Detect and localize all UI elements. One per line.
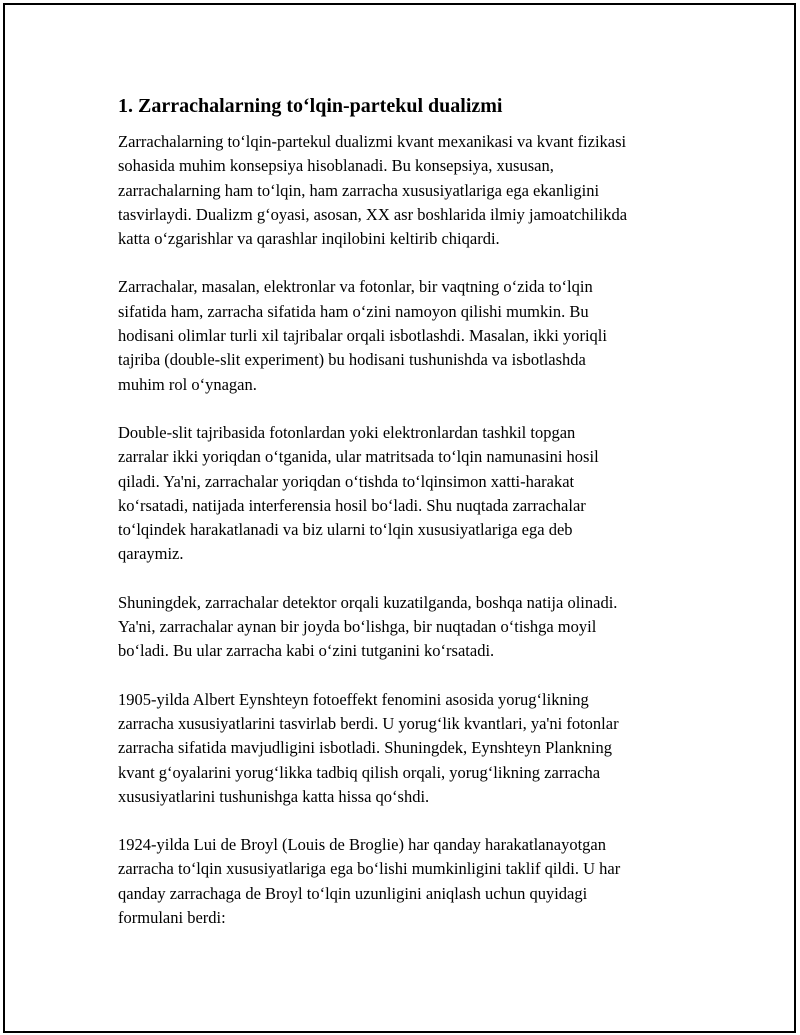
- document-body: [118, 94, 698, 954]
- paragraph-double-slit: Double-slit tajribasida fotonlardan yoki elektronlardan tashkil topgan zarralar ikki yoriqdan o‘tganida, ular matritsada to‘lqin namunasini hosil qiladi. Ya'ni, zarrachalar yoriqdan o‘tishda to‘lqinsimon xatti-harakat ko‘rsatadi, natijada interferensia hosil bo‘ladi. Shu nuqtada zarrachalar to‘lqindek harakatlanadi va biz ularni to‘lqin xususiyatlariga ega deb qaraymiz.: [118, 422, 599, 564]
- section-heading: 1. Zarrachalarning to‘lqin-partekul dualizmi: [118, 95, 503, 117]
- paragraph-de-broglie: 1924-yilda Lui de Broyl (Louis de Broglie) har qanday harakatlanayotgan zarracha to‘lqin xususiyatlariga ega bo‘lishi mumkinligini taklif qildi. U har qanday zarrachaga de Broyl to‘lqin uzunligini aniqlash uchun quyidagi formulani berdi:: [118, 835, 621, 928]
- paragraph-detector: Shuningdek, zarrachalar detektor orqali kuzatilganda, boshqa natija olinadi. Ya'ni, zarrachalar aynan bir joyda bo‘lishga, bir nuqtadan o‘tishga moyil bo‘ladi. Bu ular zarracha kabi o‘zini tutganini ko‘rsatadi.: [118, 592, 618, 661]
- paragraph-einstein: 1905-yilda Albert Eynshteyn fotoeffekt fenomini asosida yorug‘likning zarracha xususiyatlarini tasvirlab berdi. U yorug‘lik kvantlari, ya'ni fotonlar zarracha sifatida mavjudligini isbotladi. Shuningdek, Eynshteyn Plankning kvant g‘oyalarini yorug‘likka tadbiq qilish orqali, yorug‘likning zarracha xususiyatlarini tushunishga katta hissa qo‘shdi.: [118, 689, 619, 806]
- paragraph-particles: Zarrachalar, masalan, elektronlar va fotonlar, bir vaqtning o‘zida to‘lqin sifatida ham, zarracha sifatida ham o‘zini namoyon qilishi mumkin. Bu hodisani olimlar turli xil tajribalar orqali isbotlashdi. Masalan, ikki yoriqli tajriba (double-slit experiment) bu hodisani tushunishda va isbotlashda muhim rol o‘ynagan.: [118, 277, 607, 394]
- paragraph-intro: Zarrachalarning to‘lqin-partekul dualizmi kvant mexanikasi va kvant fizikasi sohasida muhim konsepsiya hisoblanadi. Bu konsepsiya, xususan, zarrachalarning ham to‘lqin, ham zarracha xususiyatlariga ega ekanligini tasvirlaydi. Dualizm g‘oyasi, asosan, XX asr boshlarida ilmiy jamoatchilikda katta o‘zgarishlar va qarashlar inqilobini keltirib chiqardi.: [118, 132, 628, 249]
